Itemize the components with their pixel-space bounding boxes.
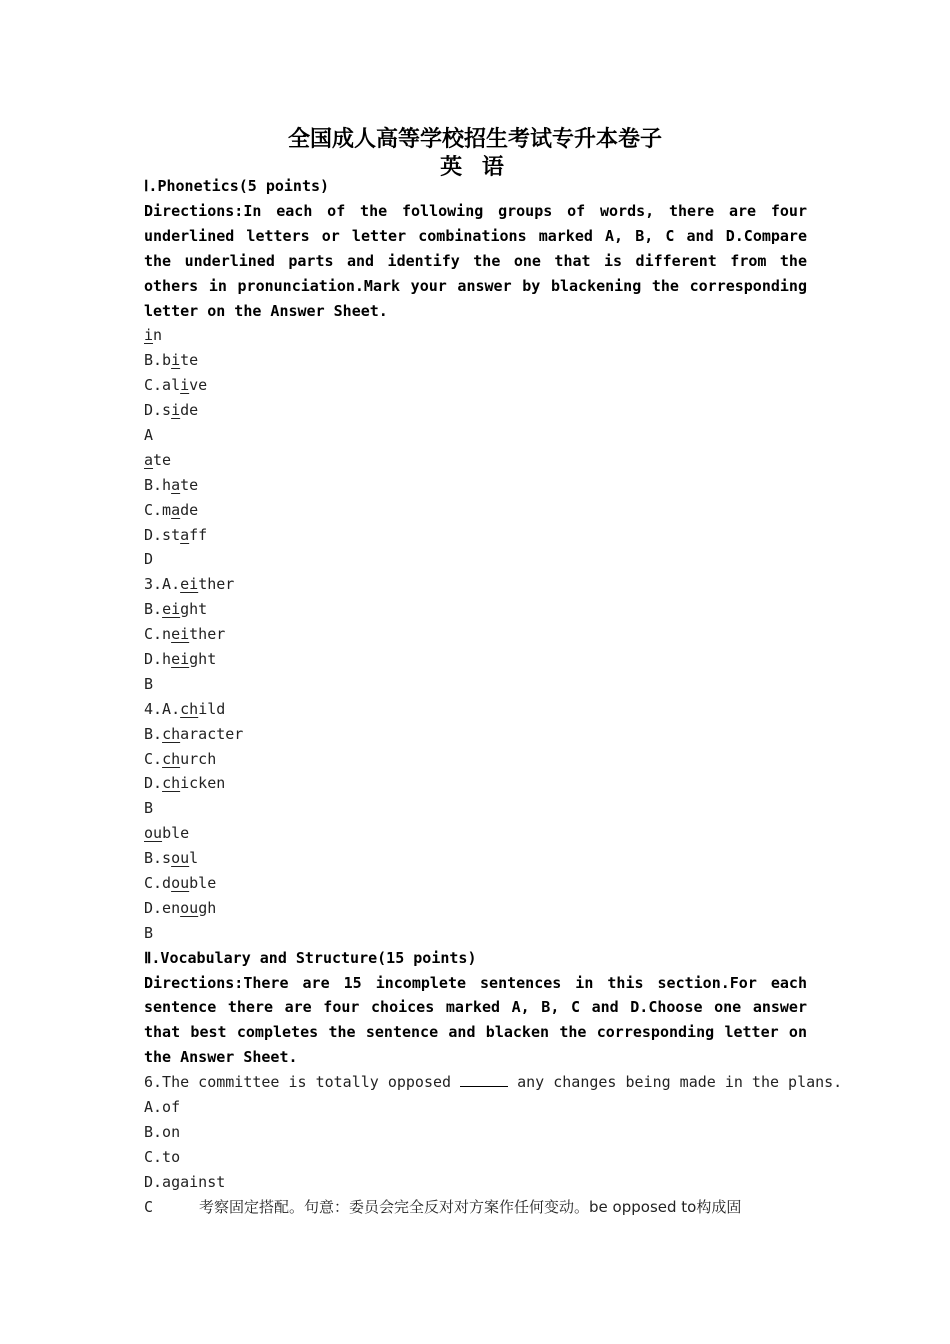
q5-option-a: ouble (144, 824, 190, 843)
q2-option-b: B.hate (144, 475, 199, 494)
phonetics-directions: Directions:In each of the following groups of words, there are four underlined letters or letter combinations marked A, B, C and D.Compare the underlined parts and identify the one that is different from the others in pronunciation.Mark your answer by blackening the corresponding letter on the Answer Sheet. (144, 201, 807, 320)
q3-answer: B (144, 674, 154, 693)
q6-stem: 6.The committee is totally opposed any changes being made in the plans. (144, 1073, 843, 1092)
q6-option-c: C.to (144, 1147, 181, 1166)
q5-option-c: C.double (144, 874, 217, 893)
exam-title: 全国成人高等学校招生考试专升本卷子 (287, 126, 662, 152)
q4-option-b: B.character (144, 724, 244, 743)
q3-option-a: 3.A.either (144, 575, 235, 594)
q2-option-c: C.made (144, 500, 199, 519)
q1-option-d: D.side (144, 401, 199, 420)
document-body (144, 174, 843, 1220)
q4-option-a: 4.A.child (144, 699, 226, 718)
section-heading-phonetics: Ⅰ.Phonetics(5 points) (144, 177, 330, 195)
q1-answer: A (144, 425, 154, 444)
q4-answer: B (144, 799, 154, 818)
q1-option-c: C.alive (144, 376, 208, 395)
q5-answer: B (144, 923, 154, 942)
q2-answer: D (144, 550, 154, 569)
section-heading-vocabulary: Ⅱ.Vocabulary and Structure(15 points) (144, 948, 477, 967)
q6-option-b: B.on (144, 1122, 181, 1141)
q3-option-b: B.eight (144, 600, 208, 619)
q2-option-d: D.staff (144, 525, 208, 544)
q5-option-b: B.soul (144, 849, 199, 868)
q4-option-d: D.chicken (144, 774, 226, 793)
q2-option-a: ate (144, 450, 172, 469)
q1-option-a: in (144, 326, 163, 345)
q6-explanation: 考察固定搭配。句意：委员会完全反对对方案作任何变动。be opposed to构成固 (199, 1197, 742, 1216)
q6-answer: C (144, 1197, 154, 1216)
q3-option-c: C.neither (144, 625, 226, 644)
q6-option-a: A.of (144, 1098, 181, 1117)
q1-option-b: B.bite (144, 351, 199, 370)
exam-subject: 英 语 (440, 154, 510, 180)
q6-answer-line (144, 1195, 807, 1220)
q4-option-c: C.church (144, 749, 217, 768)
q6-option-d: D.against (144, 1172, 226, 1191)
q5-option-d: D.enough (144, 898, 217, 917)
q3-option-d: D.height (144, 650, 217, 668)
vocabulary-directions: Directions:There are 15 incomplete sentences in this section.For each sentence there are four choices marked A, B, C and D.Choose one answer that best completes the sentence and blacken the corresponding letter on the Answer Sheet. (144, 973, 807, 1067)
q6-blank (460, 1072, 508, 1087)
